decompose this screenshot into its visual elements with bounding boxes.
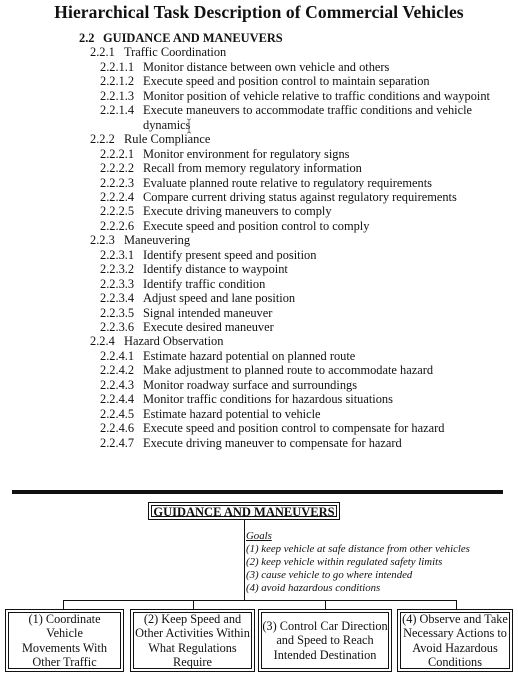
- task-item-number: 2.2.2.6: [100, 218, 135, 233]
- goal-item: (1) keep vehicle at safe distance from other vehicles: [246, 543, 470, 555]
- diagram-root-label: GUIDANCE AND MANEUVERS: [151, 505, 337, 517]
- goal-item: (3) cause vehicle to go where intended: [246, 569, 413, 581]
- text-cursor-icon: [186, 118, 192, 134]
- task-item-text: Execute driving maneuver to compensate for hazard: [143, 435, 402, 450]
- child-box-line: Other Activities Within: [135, 626, 250, 640]
- task-item-number: 2.2.2.2: [100, 161, 135, 176]
- task-item-text: Adjust speed and lane position: [143, 291, 296, 306]
- goals-block: [246, 530, 470, 595]
- task-item-number: 2.2.2.5: [100, 204, 135, 219]
- task-item-number: 2.2.4.7: [100, 435, 135, 450]
- diagram-root-box: [148, 502, 340, 520]
- child-box-1: [5, 609, 124, 672]
- task-item-text: Execute speed and position control to comply: [143, 218, 370, 233]
- child-1-connector: [63, 600, 64, 609]
- task-item-number: 2.2.1.3: [100, 88, 135, 103]
- child-2-connector: [193, 600, 194, 609]
- task-item-number: 2.2.3.5: [100, 305, 135, 320]
- section-heading-number: 2.2: [79, 31, 95, 45]
- task-item-text: Recall from memory regulatory information: [143, 161, 362, 176]
- task-item-number: 2.2.1.2: [100, 74, 135, 89]
- task-item-number: 2.2.4.5: [100, 406, 135, 421]
- task-item-text: Monitor position of vehicle relative to traffic conditions and waypoint: [143, 88, 490, 103]
- children-connector: [63, 600, 456, 601]
- task-item-number: 2.2.3.2: [100, 262, 135, 277]
- subsection-heading-number: 2.2.1: [90, 45, 115, 60]
- child-box-line: (3) Control Car Direction: [262, 618, 388, 633]
- task-item-text: Identify distance to waypoint: [143, 262, 288, 277]
- task-item-number: 2.2.3.4: [100, 291, 135, 306]
- task-item-text: Execute speed and position control to compensate for hazard: [143, 421, 445, 436]
- child-box-line: (1) Coordinate Vehicle: [28, 611, 101, 640]
- task-item-continuation-text: dynamics: [143, 117, 191, 132]
- subsection-heading-number: 2.2.4: [90, 334, 115, 349]
- task-item-text: Execute driving maneuvers to comply: [143, 204, 332, 219]
- task-item-text: Estimate hazard potential on planned route: [143, 348, 356, 363]
- subsection-heading-number: 2.2.2: [90, 132, 115, 147]
- task-item-text: Make adjustment to planned route to accommodate hazard: [143, 363, 434, 378]
- child-box-3: [258, 609, 392, 672]
- subsection-heading-text: Hazard Observation: [124, 334, 224, 349]
- subsection-heading-text: Traffic Coordination: [124, 45, 227, 60]
- task-item-number: 2.2.1.4: [100, 103, 135, 118]
- child-box-line: (2) Keep Speed and: [143, 611, 242, 626]
- task-item-text: Compare current driving status against regulatory requirements: [143, 189, 457, 204]
- task-item-number: 2.2.3.1: [100, 247, 135, 262]
- child-box-line: What Regulations: [148, 640, 237, 655]
- task-item-text: Execute desired maneuver: [143, 320, 274, 334]
- task-item-number: 2.2.3.3: [100, 276, 135, 291]
- goal-item: (4) avoid hazardous conditions: [246, 582, 381, 594]
- child-box-4: [397, 609, 513, 672]
- child-box-line: Other Traffic: [32, 655, 97, 669]
- task-item-text: Monitor environment for regulatory signs: [143, 146, 350, 161]
- task-item-number: 2.2.2.1: [100, 146, 135, 161]
- task-item-text: Monitor traffic conditions for hazardous situations: [143, 392, 393, 407]
- task-item-text: Estimate hazard potential to vehicle: [143, 406, 321, 421]
- task-item-text: Monitor roadway surface and surroundings: [143, 377, 358, 392]
- child-box-line: Movements With: [21, 640, 107, 655]
- task-item-number: 2.2.4.1: [100, 348, 135, 363]
- child-box-line: Avoid Hazardous: [412, 640, 498, 655]
- task-item-number: 2.2.2.4: [100, 189, 135, 204]
- goals-heading: Goals: [246, 530, 272, 542]
- task-item-text: Execute speed and position control to maintain separation: [143, 74, 430, 89]
- child-box-line: Necessary Actions to: [403, 626, 507, 640]
- section-divider: [12, 490, 503, 494]
- task-item-text: Identify present speed and position: [143, 247, 317, 262]
- subsection-heading-number: 2.2.3: [90, 233, 115, 248]
- child-box-line: and Speed to Reach: [276, 633, 374, 648]
- page-title: Hierarchical Task Description of Commercial Vehicles: [54, 2, 464, 22]
- task-item-text: Monitor distance between own vehicle and others: [143, 59, 390, 74]
- child-box-line: Require: [173, 655, 212, 669]
- task-item-number: 2.2.2.3: [100, 175, 135, 190]
- task-item-text: Evaluate planned route relative to regulatory requirements: [143, 175, 432, 190]
- task-item-text: Identify traffic condition: [143, 276, 266, 291]
- task-item-text: Execute maneuvers to accommodate traffic conditions and vehicle: [143, 103, 473, 118]
- section-heading-text: GUIDANCE AND MANEUVERS: [103, 31, 283, 45]
- child-3-connector: [325, 600, 326, 609]
- child-box-line: Intended Destination: [273, 647, 377, 662]
- task-item-number: 2.2.4.6: [100, 421, 135, 436]
- task-item-number: 2.2.4.3: [100, 377, 135, 392]
- child-4-connector: [456, 600, 457, 609]
- root-connector: [244, 520, 245, 601]
- task-item-number: 2.2.1.1: [100, 59, 135, 74]
- subsection-heading-text: Maneuvering: [124, 233, 191, 248]
- child-box-line: (4) Observe and Take: [402, 611, 508, 626]
- task-item-text: Signal intended maneuver: [143, 305, 273, 320]
- task-item-number: 2.2.3.6: [100, 320, 135, 334]
- subsection-heading-text: Rule Compliance: [124, 132, 211, 147]
- child-box-line: Conditions: [428, 655, 482, 669]
- child-box-2: [130, 609, 255, 672]
- task-item-number: 2.2.4.2: [100, 363, 135, 378]
- task-item-number: 2.2.4.4: [100, 392, 135, 407]
- goal-item: (2) keep vehicle within regulated safety limits: [246, 556, 443, 568]
